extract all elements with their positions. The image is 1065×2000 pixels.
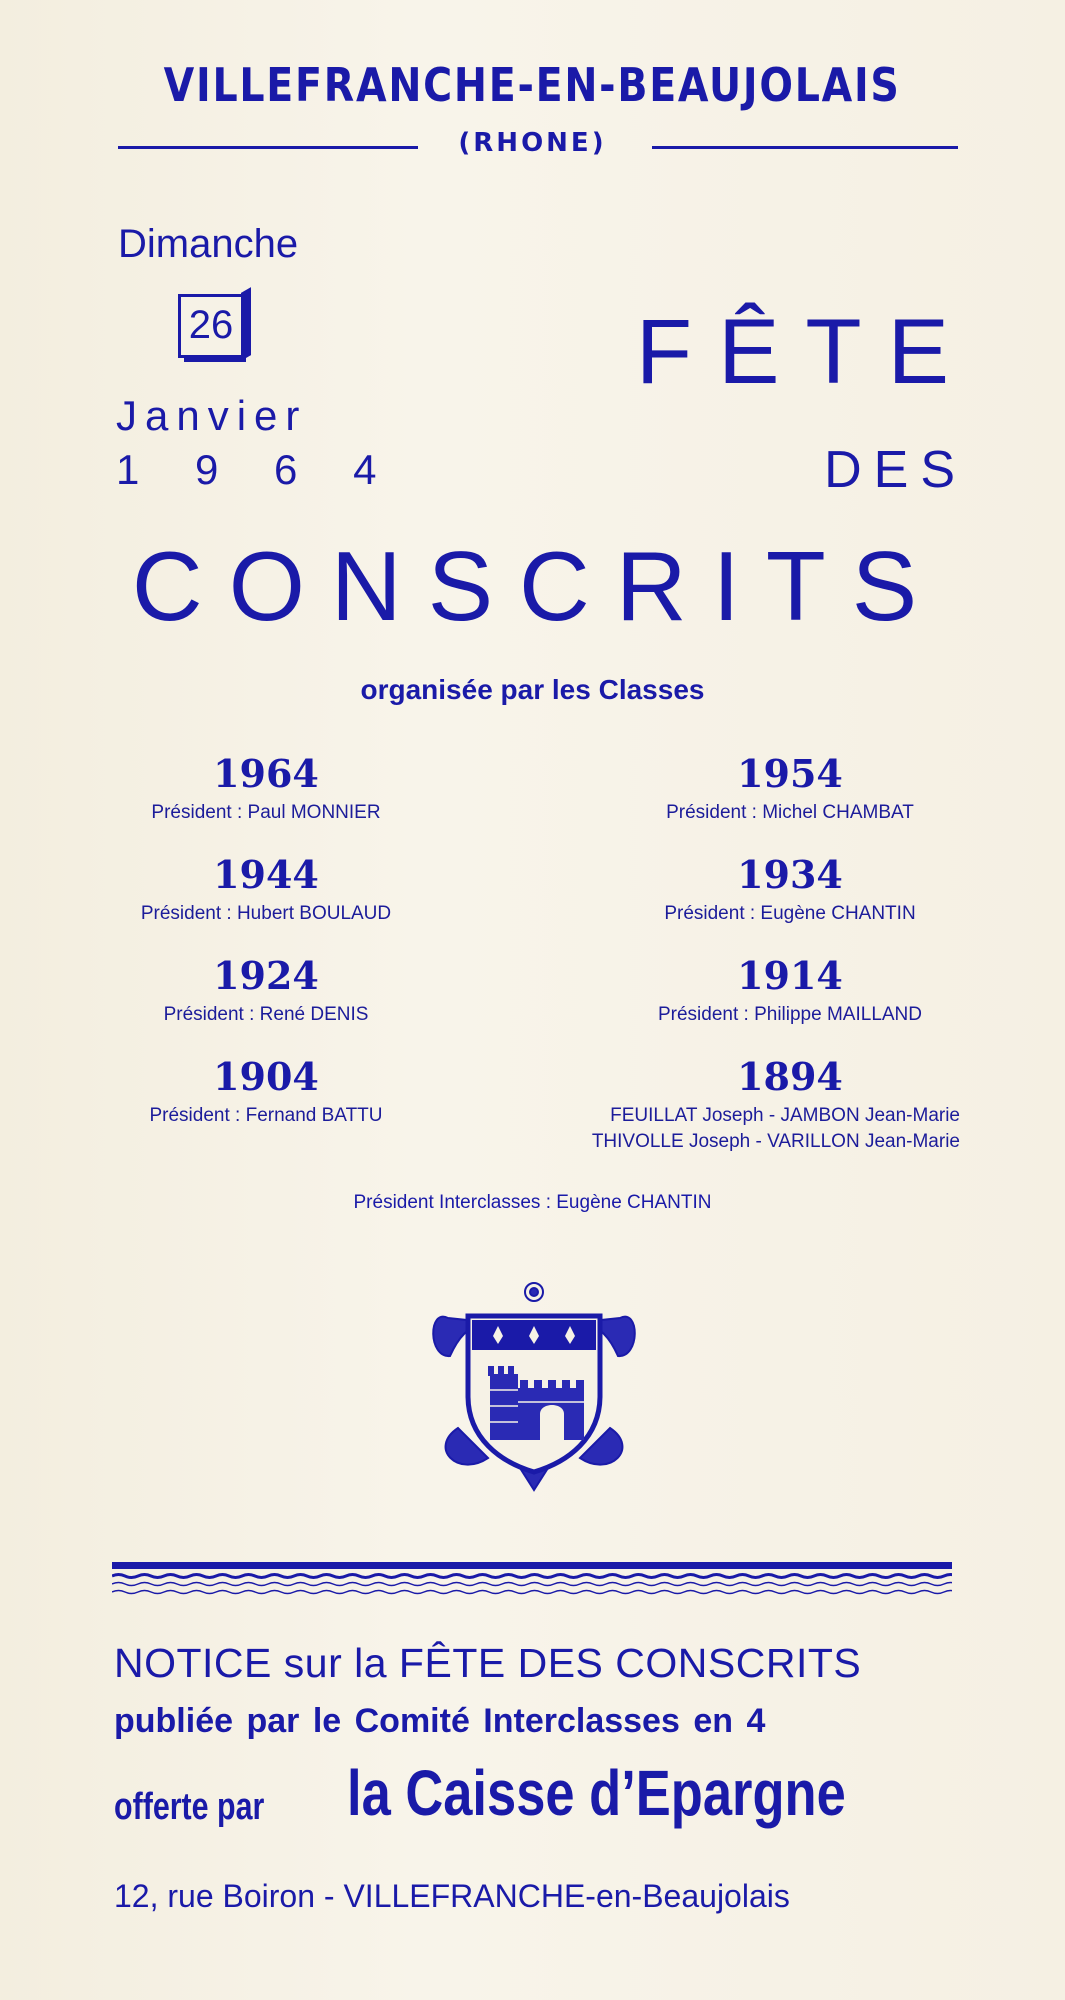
class-president-line-1: FEUILLAT Joseph - JAMBON Jean-Marie: [610, 1105, 960, 1126]
day-calendar-block: [178, 290, 252, 360]
title-fete: FÊTE: [635, 301, 975, 403]
wave-line: [112, 1591, 952, 1594]
day-number: 26: [178, 294, 244, 358]
organised-by-label: organisée par les Classes: [360, 674, 705, 705]
class-president: Président : Michel CHAMBAT: [666, 802, 914, 823]
class-year: 1904: [213, 1054, 319, 1099]
wave-line: [112, 1583, 952, 1586]
sponsor-address: 12, rue Boiron - VILLEFRANCHE-en-Beaujolais: [114, 1878, 790, 1914]
class-president: Président : Eugène CHANTIN: [664, 903, 916, 924]
class-1924: [96, 954, 436, 1028]
class-year: 1924: [213, 953, 319, 998]
class-1894: [591, 1054, 960, 1155]
year-label: 1 9 6 4: [116, 446, 399, 493]
class-president: Président : Paul MONNIER: [151, 802, 381, 823]
month-label: Janvier: [116, 392, 308, 439]
published-by-line: publiée par le Comité Interclasses en 4: [114, 1702, 766, 1740]
class-1934: [620, 853, 960, 927]
interclasses-president: Président Interclasses : Eugène CHANTIN: [353, 1192, 712, 1213]
wave-line: [112, 1575, 952, 1578]
title-conscrits: CONSCRITS: [131, 531, 944, 641]
class-year: 1914: [737, 953, 843, 998]
notice-heading: NOTICE sur la FÊTE DES CONSCRITS: [114, 1640, 862, 1686]
weekday-label: Dimanche: [118, 222, 299, 266]
class-1954: [620, 752, 960, 826]
wave-divider-icon: [112, 1562, 952, 1598]
offered-by-label: offerte par: [114, 1786, 265, 1828]
region-rule-right: [652, 146, 958, 149]
sponsor-name: la Caisse d’Epargne: [347, 1757, 846, 1829]
class-year: 1894: [737, 1054, 843, 1099]
class-president: Président : Philippe MAILLAND: [657, 1004, 922, 1025]
title-des: DES: [824, 441, 967, 499]
class-1904: [96, 1055, 436, 1129]
class-president: Président : Fernand BATTU: [149, 1105, 383, 1126]
class-year: 1964: [213, 751, 319, 796]
class-1914: [620, 954, 960, 1028]
class-president: Président : René DENIS: [163, 1004, 369, 1025]
class-year: 1944: [213, 852, 319, 897]
class-1964: [96, 752, 436, 826]
region-label: (RHONE): [458, 128, 607, 158]
class-president-line-2: THIVOLLE Joseph - VARILLON Jean-Marie: [591, 1131, 960, 1152]
class-year: 1934: [737, 852, 843, 897]
class-1944: [96, 853, 436, 927]
class-president: Président : Hubert BOULAUD: [140, 903, 392, 924]
coat-of-arms-icon: [428, 1278, 640, 1492]
offered-by-line: [114, 1757, 846, 1829]
class-year: 1954: [737, 751, 843, 796]
town-heading: VILLEFRANCHE-EN-BEAUJOLAIS: [163, 58, 901, 112]
